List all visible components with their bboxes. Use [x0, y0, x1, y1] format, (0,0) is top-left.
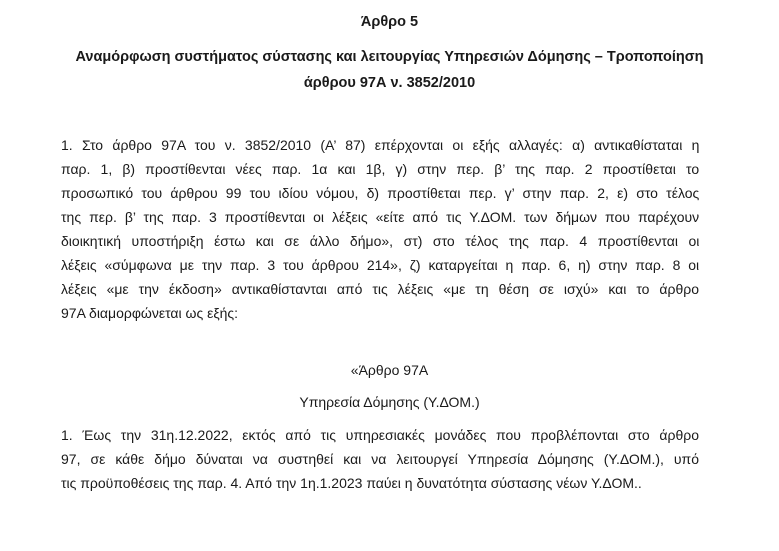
paragraph-2-line: τις προϋποθέσεις της παρ. 4. Από την 1η.1.2023 παύει η δυνατότητα σύστασης νέων Υ.ΔΟΜ.. — [61, 475, 642, 491]
inner-article-title: Υπηρεσία Δόμησης (Υ.ΔΟΜ.) — [299, 394, 480, 410]
inner-article-number: «Άρθρο 97Α — [350, 362, 429, 378]
article-title-heading — [40, 44, 739, 96]
article-number-heading: Άρθρο 5 — [360, 14, 419, 30]
article-title-line-2: άρθρου 97Α ν. 3852/2010 — [303, 75, 476, 91]
paragraph-1-line: λέξεις «με την έκδοση» αντικαθίστανται από τις λέξεις «με τη θέση σε ισχύ» και το άρθρο — [61, 281, 699, 297]
paragraph-1 — [61, 133, 699, 325]
paragraph-1-line: 97Α διαμορφώνεται ως εξής: — [61, 305, 239, 321]
paragraph-1-line: 1. Στο άρθρο 97Α του ν. 3852/2010 (Α’ 87) επέρχονται οι εξής αλλαγές: α) αντικαθίσταται η — [61, 137, 700, 153]
paragraph-2-line: 97, σε κάθε δήμο δύναται να συστηθεί και να λειτουργεί Υπηρεσία Δόμησης (Υ.ΔΟΜ.), υπό — [61, 451, 699, 467]
paragraph-1-line: διοικητική υποστήριξη έστω και σε άλλο δήμο», στ) στο τέλος της παρ. 4 προστίθενται οι — [61, 233, 700, 249]
paragraph-1-line: λέξεις «σύμφωνα με την παρ. 3 του άρθρου 214», ζ) καταργείται η παρ. 6, η) στην παρ. 8 οι — [61, 257, 700, 273]
paragraph-1-line: της περ. β’ της παρ. 3 προστίθενται οι λέξεις «είτε από τις Υ.ΔΟΜ. των δήμων που παρέχουν — [61, 209, 700, 225]
paragraph-2 — [61, 423, 699, 495]
article-title-line-1: Αναμόρφωση συστήματος σύστασης και λειτουργίας Υπηρεσιών Δόμησης – Τροποποίηση — [75, 49, 704, 65]
paragraph-1-line: παρ. 1, β) προστίθενται νέες παρ. 1α και 1β, γ) στην περ. β’ της παρ. 2 προστίθεται το — [61, 161, 700, 177]
paragraph-2-line: 1. Έως την 31η.12.2022, εκτός από τις υπηρεσιακές μονάδες που προβλέπονται στο άρθρο — [61, 427, 699, 443]
paragraph-1-line: προσωπικό του άρθρου 99 του ιδίου νόμου, δ) προστίθεται περ. γ’ στην παρ. 2, ε) στο τέλος — [61, 185, 700, 201]
